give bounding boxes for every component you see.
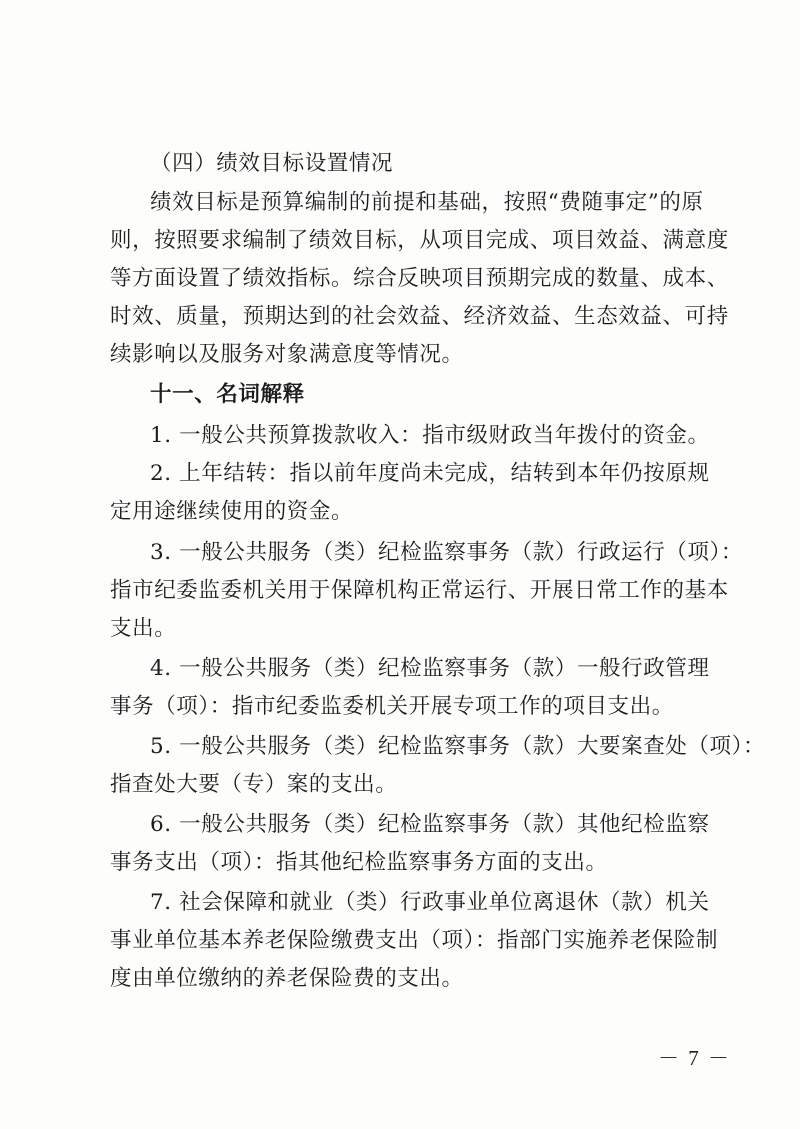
definition-line: 事务（项）：指市纪委监委机关开展专项工作的项目支出。 [110,694,674,719]
definition-line: 4. 一般公共服务（类）纪检监察事务（款）一般行政管理 [150,656,710,681]
paragraph-line: 时效、质量，预期达到的社会效益、经济效益、生态效益、可持 [110,304,729,329]
paragraph-line: 续影响以及服务对象满意度等情况。 [110,342,464,367]
definition-line: 7. 社会保障和就业（类）行政事业单位离退休（款）机关 [150,890,710,915]
section-eleven-heading: 十一、名词解释 [150,382,305,407]
definition-line: 3. 一般公共服务（类）纪检监察事务（款）行政运行（项）： [150,540,743,565]
paragraph-line: 绩效目标是预算编制的前提和基础，按照“费随事定”的原 [150,190,704,215]
definition-line: 6. 一般公共服务（类）纪检监察事务（款）其他纪检监察 [150,812,710,837]
page-number: － 7 － [658,1046,731,1070]
section-four-heading: （四）绩效目标设置情况 [150,151,394,176]
definition-line: 事务支出（项）：指其他纪检监察事务方面的支出。 [110,850,608,875]
definition-line: 事业单位基本养老保险缴费支出（项）：指部门实施养老保险制 [110,928,719,953]
definition-line: 指查处大要（专）案的支出。 [110,772,398,797]
definition-line: 5. 一般公共服务（类）纪检监察事务（款）大要案查处（项）： [150,734,766,759]
definition-line: 指市纪委监委机关用于保障机构正常运行、开展日常工作的基本 [110,578,729,603]
definition-line: 2. 上年结转：指以前年度尚未完成，结转到本年仍按原规 [150,461,710,486]
definition-line: 定用途继续使用的资金。 [110,499,354,524]
paragraph-line: 则，按照要求编制了绩效目标，从项目完成、项目效益、满意度 [110,228,729,253]
paragraph-line: 等方面设置了绩效指标。综合反映项目预期完成的数量、成本、 [110,266,729,291]
definition-line: 1. 一般公共预算拨款收入：指市级财政当年拨付的资金。 [150,423,710,448]
definition-line: 支出。 [110,616,177,641]
definition-line: 度由单位缴纳的养老保险费的支出。 [110,966,464,991]
